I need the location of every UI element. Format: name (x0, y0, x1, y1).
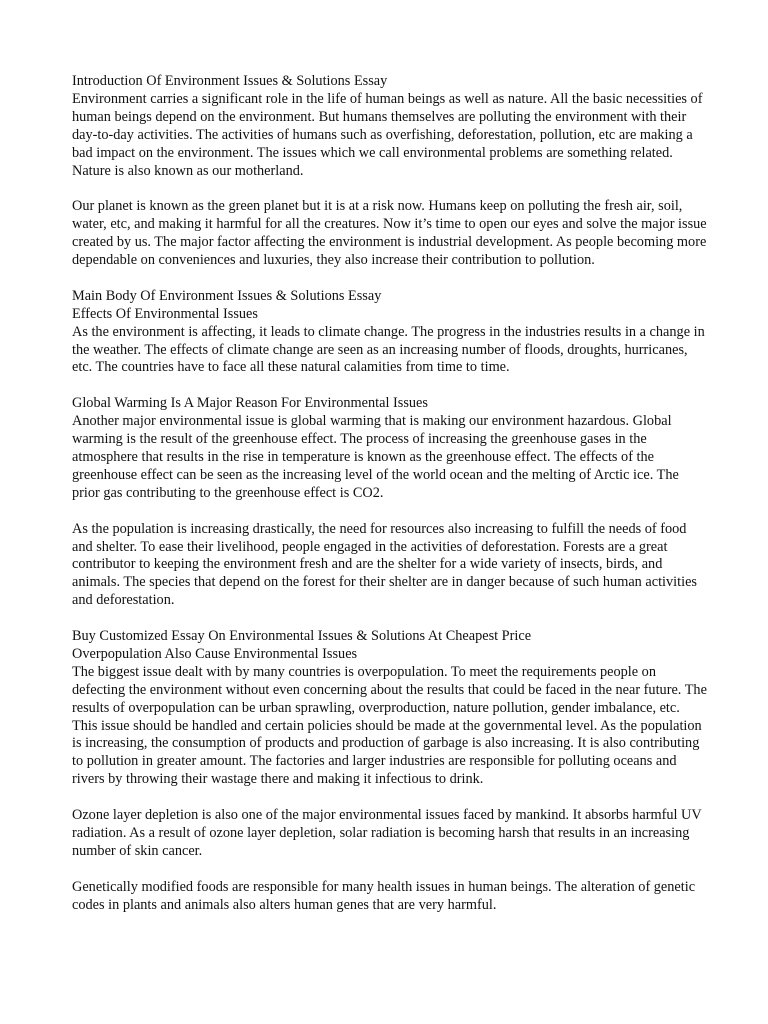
section-heading: Buy Customized Essay On Environmental Issues & Solutions At Cheapest Price (72, 628, 532, 645)
paragraph-global-warming (72, 395, 708, 502)
paragraph-overpopulation (72, 628, 708, 789)
paragraph-text: As the population is increasing drastically, the need for resources also increasing to fulfill the needs of food and shelter. To ease their livelihood, people engaged in the activities of deforestation. Forests are a great contributor to keeping the environment fresh and are the shelter for a wide variety of insects, birds, and animals. The species that depend on the forest for their shelter are in danger because of such human activities and deforestation. (72, 520, 697, 609)
paragraph-green-planet (72, 198, 708, 270)
paragraph-text: Another major environmental issue is global warming that is making our environment hazardous. Global warming is the result of the greenhouse effect. The process of increasing the greenhouse gases in the atmosphere that results in the rise in temperature is known as the greenhouse effect. The effects of the greenhouse effect can be seen as the increasing level of the world ocean and the melting of Arctic ice. The prior gas contributing to the greenhouse effect is CO2. (72, 413, 679, 501)
paragraph-gm-foods (72, 879, 708, 915)
section-heading: Global Warming Is A Major Reason For Environmental Issues (72, 395, 428, 412)
paragraph-text: Our planet is known as the green planet but it is at a risk now. Humans keep on polluting the fresh air, soil, water, etc, and making it harmful for all the creatures. Now it’s time to open our eyes and solve the major issue created by us. The major factor affecting the environment is industrial development. As people becoming more dependable on conveniences and luxuries, they also increase their contribution to pollution. (72, 198, 707, 269)
paragraph-text: Ozone layer depletion is also one of the major environmental issues faced by mankind. It absorbs harmful UV radiation. As a result of ozone layer depletion, solar radiation is becoming harsh that results in an increasing number of skin cancer. (72, 807, 702, 859)
section-subheading: Effects Of Environmental Issues (72, 305, 258, 322)
paragraph-text: Genetically modified foods are responsible for many health issues in human beings. The alteration of genetic codes in plants and animals also alters human genes that are very harmful. (72, 878, 696, 913)
section-heading: Main Body Of Environment Issues & Solutions Essay (72, 287, 382, 304)
paragraph-text: The biggest issue dealt with by many countries is overpopulation. To meet the requirements people on defecting the environment without even concerning about the results that could be faced in the near future. The results of overpopulation can be urban sprawling, overproduction, nature pollution, gender imbalance, etc. This issue should be handled and certain policies should be made at the governmental level. As the population is increasing, the consumption of products and production of garbage is also increasing. It is also contributing to pollution in greater amount. The factories and larger industries are responsible for polluting oceans and rivers by throwing their wastage there and making it infectious to drink. (72, 663, 707, 788)
paragraph-ozone (72, 807, 708, 861)
paragraph-text: As the environment is affecting, it leads to climate change. The progress in the industries results in a change in the weather. The effects of climate change are seen as an increasing number of floods, droughts, hurricanes, etc. The countries have to face all these natural calamities from time to time. (72, 323, 705, 376)
paragraph-introduction (72, 73, 708, 180)
paragraph-deforestation (72, 521, 708, 611)
section-heading: Introduction Of Environment Issues & Solutions Essay (72, 73, 388, 89)
paragraph-text: Environment carries a significant role in the life of human beings as well as nature. All the basic necessities of human beings depend on the environment. But humans themselves are polluting the environment with their day-to-day activities. The activities of humans such as overfishing, deforestation, pollution, etc are making a bad impact on the environment. The issues which we call environmental problems are something related. Nature is also known as our motherland. (72, 90, 703, 179)
section-subheading: Overpopulation Also Cause Environmental Issues (72, 645, 358, 662)
paragraph-effects (72, 288, 708, 378)
